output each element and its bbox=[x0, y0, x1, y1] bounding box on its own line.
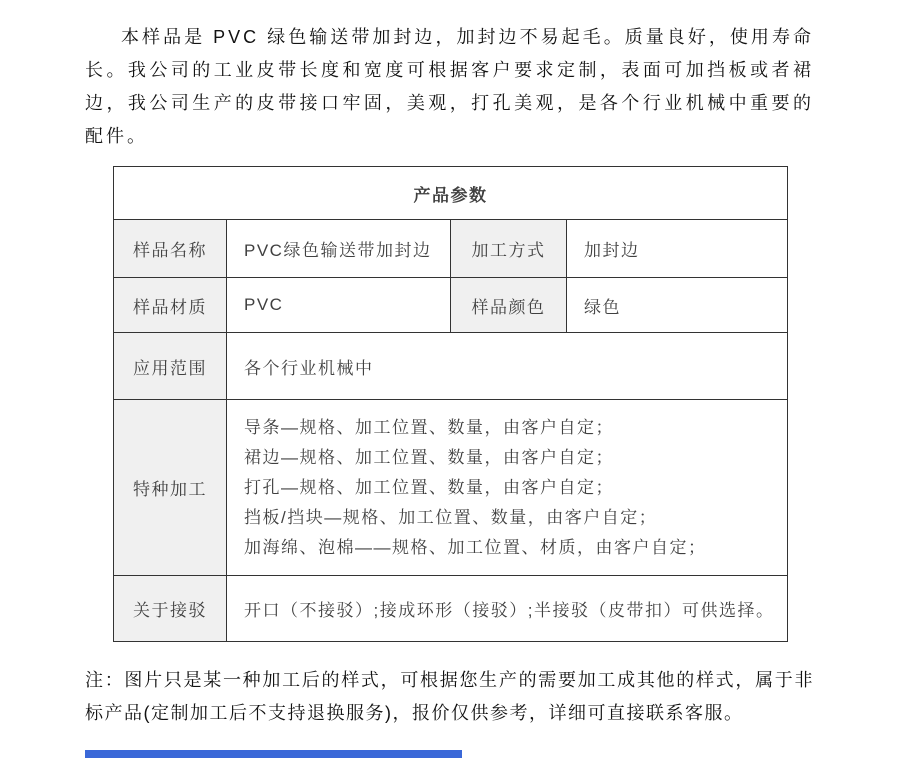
application-label: 应用范围 bbox=[114, 333, 227, 400]
table-row bbox=[114, 220, 788, 278]
application-value: 各个行业机械中 bbox=[227, 333, 788, 400]
table-row bbox=[114, 278, 788, 333]
joining-value: 开口（不接驳）;接成环形（接驳）;半接驳（皮带扣）可供选择。 bbox=[227, 576, 788, 642]
process-method-label: 加工方式 bbox=[451, 220, 567, 278]
material-label: 样品材质 bbox=[114, 278, 227, 333]
material-value: PVC bbox=[227, 278, 451, 333]
sample-name-value: PVC绿色输送带加封边 bbox=[227, 220, 451, 278]
table-title-row bbox=[114, 167, 788, 220]
special-processing-line: 裙边—规格、加工位置、数量，由客户自定； bbox=[244, 447, 614, 467]
special-processing-line: 挡板/挡块—规格、加工位置、数量，由客户自定； bbox=[244, 507, 658, 527]
table-row bbox=[114, 400, 788, 576]
table-row bbox=[114, 576, 788, 642]
disclaimer-note: 注：图片只是某一种加工后的样式，可根据您生产的需要加工成其他的样式，属于非标产品(定制加工后不支持退换服务)，报价仅供参考，详细可直接联系客服。 bbox=[85, 670, 814, 723]
table-title: 产品参数 bbox=[114, 167, 788, 220]
special-processing-line: 导条—规格、加工位置、数量，由客户自定； bbox=[244, 417, 614, 437]
color-value: 绿色 bbox=[567, 278, 788, 333]
special-processing-label: 特种加工 bbox=[114, 400, 227, 576]
color-label: 样品颜色 bbox=[451, 278, 567, 333]
special-processing-line: 加海绵、泡棉——规格、加工位置、材质，由客户自定； bbox=[244, 537, 707, 557]
table-row bbox=[114, 333, 788, 400]
partial-bottom-banner bbox=[85, 750, 462, 758]
special-processing-value bbox=[227, 400, 788, 576]
product-intro-paragraph: 本样品是 PVC 绿色输送带加封边，加封边不易起毛。质量良好，使用寿命长。我公司的工业皮带长度和宽度可根据客户要求定制，表面可加挡板或者裙边，我公司生产的皮带接口牢固，美观，打孔美观，是各个行业机械中重要的配件。 bbox=[85, 27, 814, 146]
sample-name-label: 样品名称 bbox=[114, 220, 227, 278]
special-processing-line: 打孔—规格、加工位置、数量，由客户自定； bbox=[244, 477, 614, 497]
product-parameters-table bbox=[113, 166, 788, 642]
process-method-value: 加封边 bbox=[567, 220, 788, 278]
joining-label: 关于接驳 bbox=[114, 576, 227, 642]
